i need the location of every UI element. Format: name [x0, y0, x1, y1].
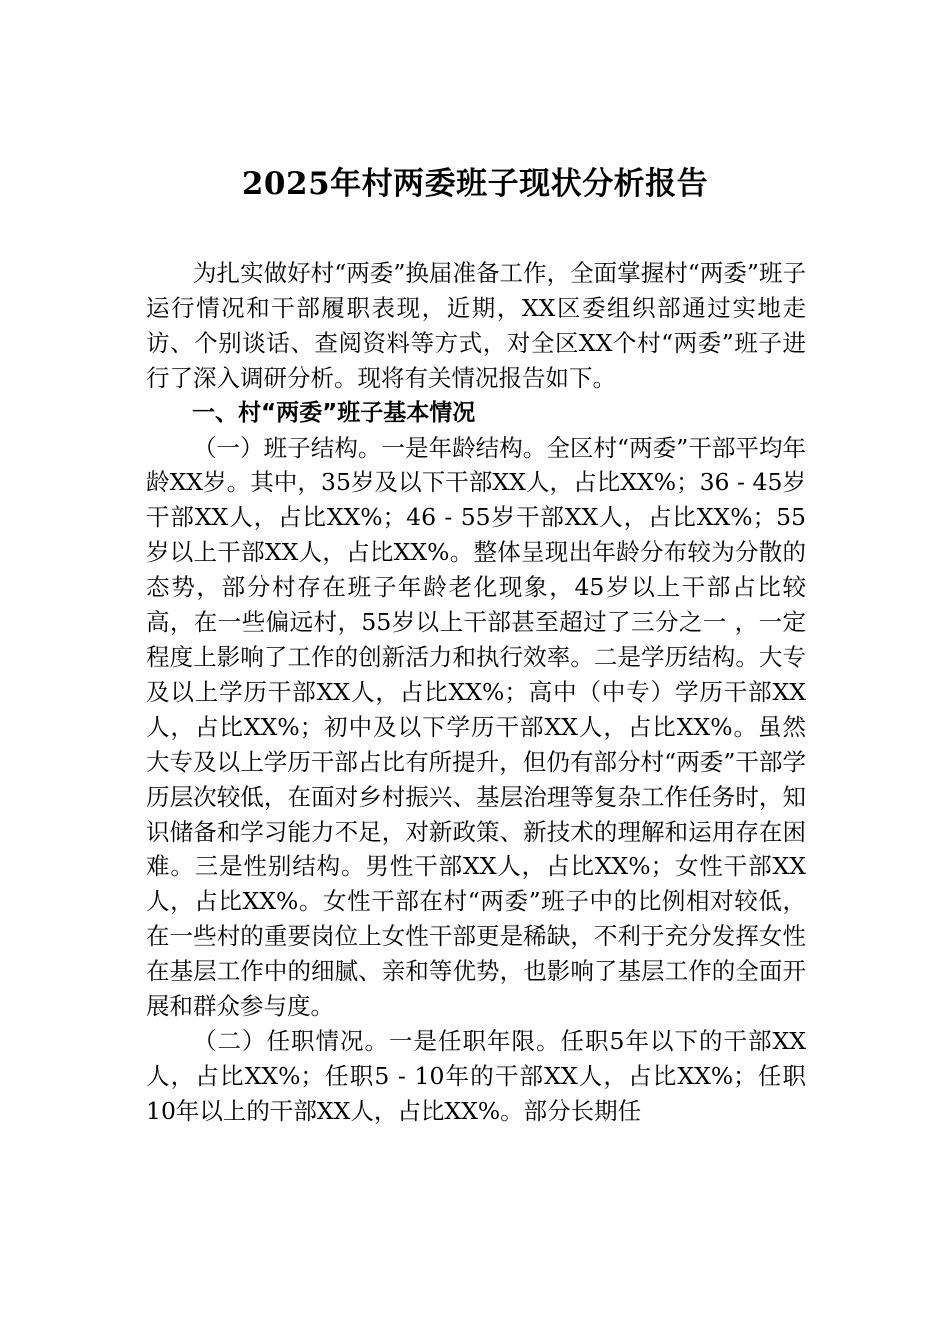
structure-paragraph: （一）班子结构。一是年龄结构。全区村“两委”干部平均年龄XX岁。其中，35岁及以下干部XX人，占比XX%；36 - 45岁干部XX人，占比XX%；46 - 55岁干部XX人，占比XX%；55岁以上干部XX人，占比XX%。整体呈现出年龄分布较为分散的态势，部分村存在班子年龄老化现象，45岁以上干部占比较高，在一些偏远村，55岁以上干部甚至超过了三分之一 ，一定程度上影响了工作的创新活力和执行效率。二是学历结构。大专及以上学历干部XX人，占比XX%；高中（中专）学历干部XX人，占比XX%；初中及以下学历干部XX人，占比XX%。虽然大专及以上学历干部占比有所提升，但仍有部分村“两委”干部学历层次较低，在面对乡村振兴、基层治理等复杂工作任务时，知识储备和学习能力不足，对新政策、新技术的理解和运用存在困难。三是性别结构。男性干部XX人，占比XX%；女性干部XX人，占比XX%。女性干部在村“两委”班子中的比例相对较低，在一些村的重要岗位上女性干部更是稀缺，不利于充分发挥女性在基层工作中的细腻、亲和等优势，也影响了基层工作的全面开展和群众参与度。: [146, 433, 806, 1021]
tenure-paragraph: （二）任职情况。一是任职年限。任职5年以下的干部XX人，占比XX%；任职5 - 10年的干部XX人，占比XX%；任职10年以上的干部XX人，占比XX%。部分长期任: [146, 1026, 806, 1125]
intro-paragraph: 为扎实做好村“两委”换届准备工作，全面掌握村“两委”班子运行情况和干部履职表现，近期，XX区委组织部通过实地走访、个别谈话、查阅资料等方式，对全区XX个村“两委”班子进行了深入调研分析。现将有关情况报告如下。: [146, 259, 806, 392]
document-title: 2025年村两委班子现状分析报告: [241, 166, 709, 202]
section-heading: 一、村“两委”班子基本情况: [192, 399, 476, 426]
document-body: [146, 256, 806, 1129]
